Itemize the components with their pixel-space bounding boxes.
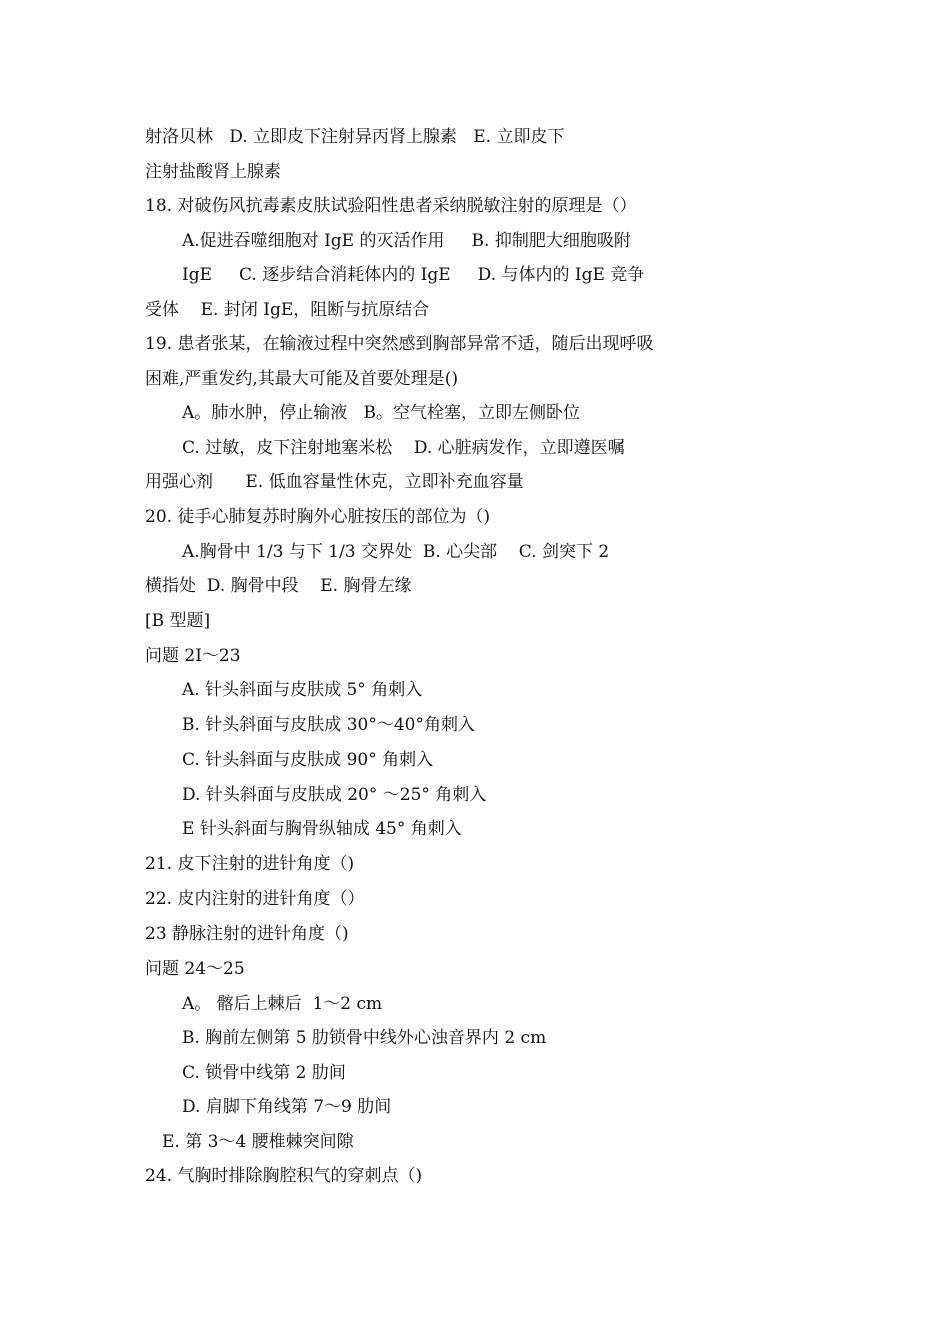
option-line: B. 胸前左侧第 5 肋锁骨中线外心浊音界内 2 cm xyxy=(182,1028,547,1048)
question-group-heading: 问题 24～25 xyxy=(145,959,245,979)
question-18: 18. 对破伤风抗毒素皮肤试验阳性患者采纳脱敏注射的原理是（） xyxy=(145,196,637,216)
option-line: A. 针头斜面与皮肤成 5° 角刺入 xyxy=(182,680,423,700)
option-line: D. 针头斜面与皮肤成 20° ～25° 角刺入 xyxy=(182,785,487,805)
question-22: 22. 皮内注射的进针角度（） xyxy=(145,889,365,909)
question-23: 23 静脉注射的进针角度（) xyxy=(145,924,349,944)
option-line: C. 针头斜面与皮肤成 90° 角刺入 xyxy=(182,750,434,770)
option-line: A.胸骨中 1/3 与下 1/3 交界处 B. 心尖部 C. 剑突下 2 xyxy=(182,542,610,562)
text-line: 困难,严重发约,其最大可能及首要处理是() xyxy=(145,369,459,389)
option-line: 横指处 D. 胸骨中段 E. 胸骨左缘 xyxy=(145,576,412,596)
question-19: 19. 患者张某，在输液过程中突然感到胸部异常不适，随后出现呼吸 xyxy=(145,334,654,354)
question-21: 21. 皮下注射的进针角度（) xyxy=(145,854,355,874)
option-line: B. 针头斜面与皮肤成 30°～40°角刺入 xyxy=(182,715,475,735)
question-group-heading: 问题 2I～23 xyxy=(145,646,241,666)
option-line: A.促进吞噬细胞对 IgE 的灭活作用 B. 抑制肥大细胞吸附 xyxy=(182,231,631,251)
option-line: C. 锁骨中线第 2 肋间 xyxy=(182,1063,346,1083)
option-line: E 针头斜面与胸骨纵轴成 45° 角刺入 xyxy=(182,819,462,839)
text-line: 射洛贝林 D. 立即皮下注射异丙肾上腺素 E. 立即皮下 xyxy=(145,127,565,147)
question-24: 24. 气胸时排除胸腔积气的穿刺点（) xyxy=(145,1166,423,1186)
option-line: A。肺水肿，停止输液 B。空气栓塞，立即左侧卧位 xyxy=(182,403,580,423)
option-line: 用强心剂 E. 低血容量性休克，立即补充血容量 xyxy=(145,472,524,492)
option-line: D. 肩脚下角线第 7～9 肋间 xyxy=(182,1097,392,1117)
option-line: 受体 E. 封闭 IgE，阻断与抗原结合 xyxy=(145,300,430,320)
option-line: A。 髂后上棘后 1～2 cm xyxy=(182,994,383,1014)
option-line: C. 过敏，皮下注射地塞米松 D. 心脏病发作，立即遵医嘱 xyxy=(182,438,625,458)
question-20: 20. 徒手心肺复苏时胸外心脏按压的部位为（) xyxy=(145,507,491,527)
section-heading: [B 型题] xyxy=(145,611,211,631)
option-line: E. 第 3～4 腰椎棘突间隙 xyxy=(162,1132,354,1152)
option-line: IgE C. 逐步结合消耗体内的 IgE D. 与体内的 IgE 竞争 xyxy=(182,265,645,285)
text-line: 注射盐酸肾上腺素 xyxy=(145,162,281,182)
